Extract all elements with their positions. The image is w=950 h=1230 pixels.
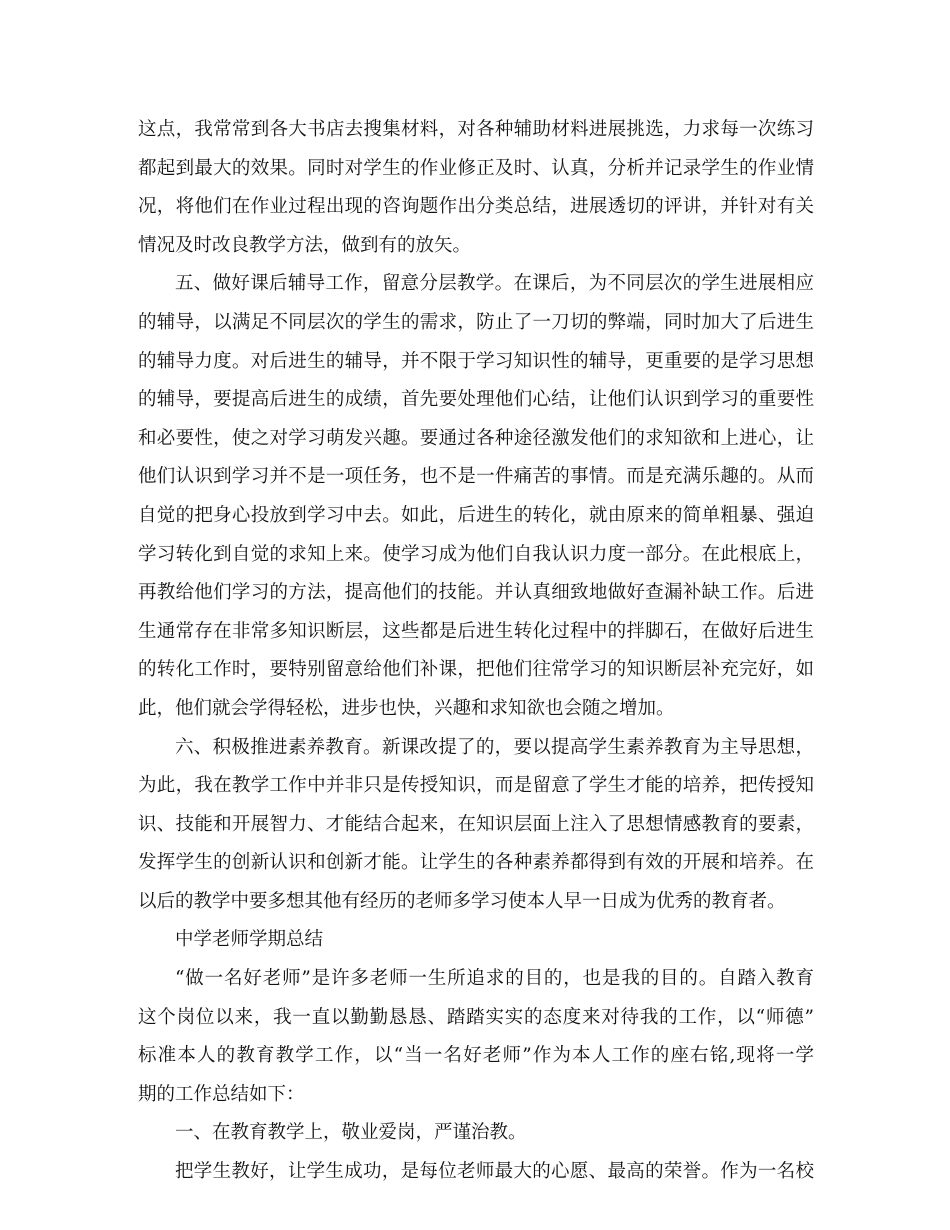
text-line: 发挥学生的创新认识和创新才能。让学生的各种素养都得到有效的开展和培养。在	[138, 852, 814, 874]
text-line: “做一名好老师”是许多老师一生所追求的目的，也是我的目的。自踏入教育	[175, 968, 814, 990]
text-line: 这点，我常常到各大书店去搜集材料，对各种辅助材料进展挑选，力求每一次练习	[138, 119, 814, 140]
text-line: 况，将他们在作业过程出现的咨询题作出分类总结，进展透切的评讲，并针对有关	[138, 196, 814, 218]
text-line: 以后的教学中要多想其他有经历的老师多学习使本人早一日成为优秀的教育者。	[138, 890, 786, 912]
text-line: 自觉的把身心投放到学习中去。如此，后进生的转化，就由原来的简单粗暴、强迫	[138, 504, 814, 526]
text-line: 的辅导，要提高后进生的成绩，首先要处理他们心结，让他们认识到学习的重要性	[138, 389, 814, 411]
text-line: 这个岗位以来，我一直以勤勤恳恳、踏踏实实的态度来对待我的工作，以“师德”	[138, 1006, 814, 1028]
text-line: 一、在教育教学上，敬业爱岗，严谨治教。	[175, 1122, 527, 1144]
document-page	[138, 111, 814, 1192]
text-line: 期的工作总结如下：	[138, 1083, 305, 1105]
text-line: 再教给他们学习的方法，提高他们的技能。并认真细致地做好查漏补缺工作。后进	[138, 582, 814, 604]
text-line: 五、做好课后辅导工作，留意分层教学。在课后，为不同层次的学生进展相应	[175, 273, 814, 295]
text-line: 把学生教好，让学生成功，是每位老师最大的心愿、最高的荣誉。作为一名校	[175, 1161, 814, 1183]
text-line: 情况及时改良教学方法，做到有的放矢。	[138, 234, 472, 256]
text-line: 学习转化到自觉的求知上来。使学习成为他们自我认识力度一部分。在此根底上，	[138, 543, 814, 565]
text-line: 的转化工作时，要特别留意给他们补课，把他们往常学习的知识断层补充完好，如	[138, 659, 814, 681]
text-line: 他们认识到学习并不是一项任务，也不是一件痛苦的事情。而是充满乐趣的。从而	[138, 466, 814, 488]
text-line: 六、积极推进素养教育。新课改提了的，要以提高学生素养教育为主导思想，	[175, 736, 814, 758]
text-line: 为此，我在教学工作中并非只是传授知识，而是留意了学生才能的培养，把传授知	[138, 775, 814, 797]
text-line: 的辅导力度。对后进生的辅导，并不限于学习知识性的辅导，更重要的是学习思想	[138, 350, 814, 372]
text-line: 的辅导，以满足不同层次的学生的需求，防止了一刀切的弊端，同时加大了后进生	[138, 311, 814, 333]
text-line: 生通常存在非常多知识断层，这些都是后进生转化过程中的拌脚石，在做好后进生	[138, 620, 814, 642]
text-line: 此，他们就会学得轻松，进步也快，兴趣和求知欲也会随之增加。	[138, 697, 675, 719]
text-line: 和必要性，使之对学习萌发兴趣。要通过各种途径激发他们的求知欲和上进心，让	[138, 427, 814, 449]
text-line: 中学老师学期总结	[175, 929, 324, 951]
text-line: 识、技能和开展智力、才能结合起来，在知识层面上注入了思想情感教育的要素，	[138, 813, 814, 835]
text-line: 标准本人的教育教学工作，以“当一名好老师”作为本人工作的座右铭,现将一学	[138, 1045, 814, 1067]
text-line: 都起到最大的效果。同时对学生的作业修正及时、认真，分析并记录学生的作业情	[138, 157, 814, 179]
